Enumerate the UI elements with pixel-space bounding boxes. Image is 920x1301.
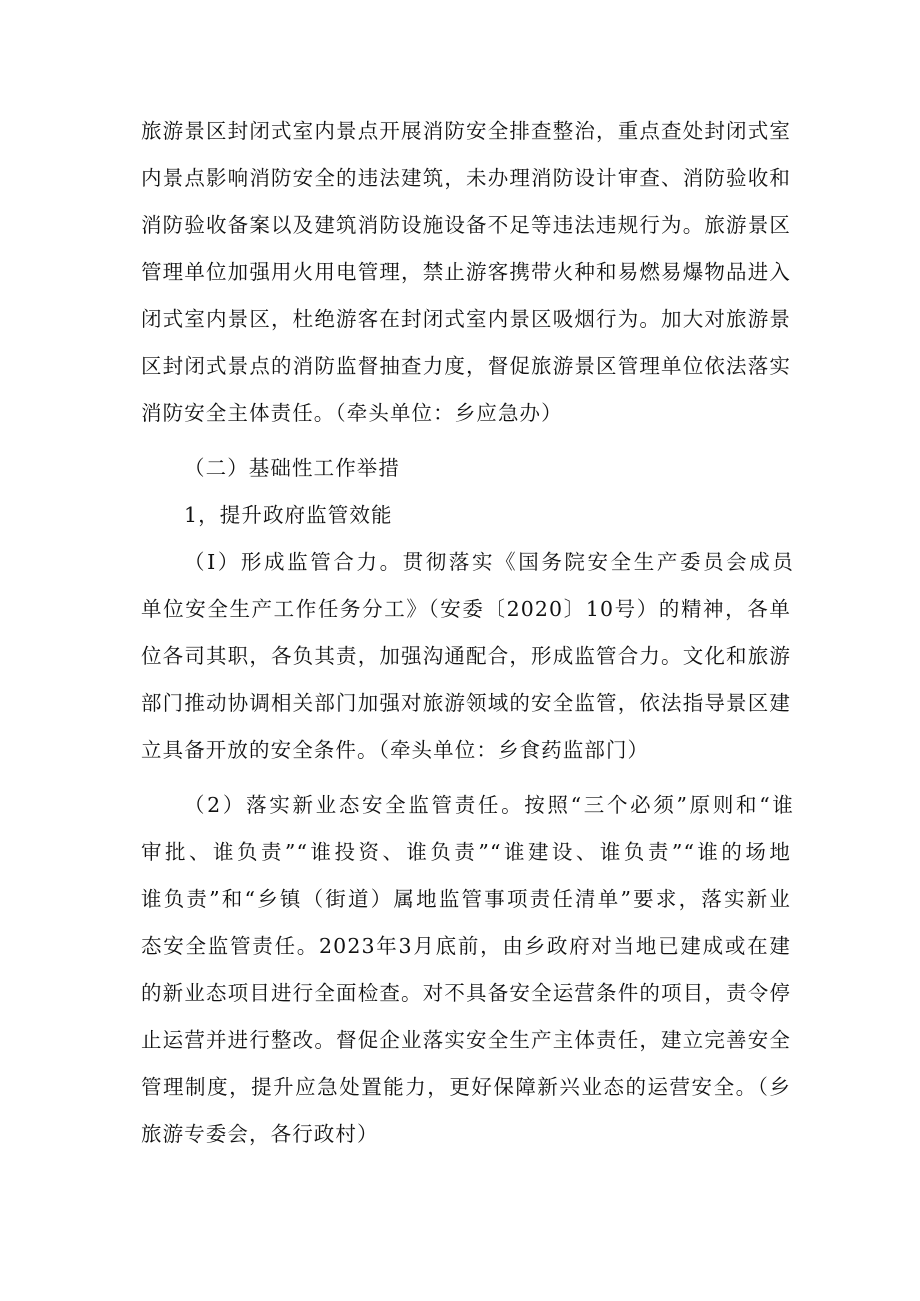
paragraph-line: 立具备开放的安全条件。（牵头单位：乡食药监部门）: [141, 738, 650, 762]
paragraph-line: 消防安全主体责任。（牵头单位：乡应急办）: [141, 401, 563, 425]
paragraph-line: 区封闭式景点的消防监督抽查力度，督促旅游景区管理单位依法落实: [141, 354, 791, 378]
paragraph-line: （I）形成监管合力。贯彻落实《国务院安全生产委员会成员: [184, 550, 794, 574]
paragraph-line: 止运营并进行整改。督促企业落实安全生产主体责任，建立完善安全: [141, 1028, 791, 1052]
paragraph-line: 审批、谁负责”“谁投资、谁负责”“谁建设、谁负责”“谁的场地: [141, 840, 791, 864]
subsection-heading: 1，提升政府监管效能: [184, 503, 393, 527]
paragraph-line: （2）落实新业态安全监管责任。按照“三个必须”原则和“谁: [184, 793, 794, 817]
paragraph-line: 闭式室内景区，杜绝游客在封闭式室内景区吸烟行为。加大对旅游景: [141, 307, 791, 331]
paragraph-line: 态安全监管责任。2023年3月底前，由乡政府对当地已建成或在建: [141, 934, 791, 958]
paragraph-line: 位各司其职，各负其责，加强沟通配合，形成监管合力。文化和旅游: [141, 644, 791, 668]
paragraph-line: 单位安全生产工作任务分工》（安委〔2020〕10号）的精神，各单: [141, 597, 791, 621]
paragraph-line: 旅游专委会，各行政村）: [141, 1122, 379, 1146]
paragraph-line: 管理制度，提升应急处置能力，更好保障新兴业态的运营安全。（乡: [141, 1075, 791, 1099]
paragraph-line: 消防验收备案以及建筑消防设施设备不足等违法违规行为。旅游景区: [141, 213, 791, 237]
section-heading: （二）基础性工作举措: [184, 456, 400, 480]
paragraph-line: 管理单位加强用火用电管理，禁止游客携带火种和易燃易爆物品进入: [141, 260, 791, 284]
paragraph-line: 内景点影响消防安全的违法建筑，未办理消防设计审查、消防验收和: [141, 166, 791, 190]
paragraph-line: 旅游景区封闭式室内景点开展消防安全排查整治，重点查处封闭式室: [141, 119, 791, 143]
paragraph-line: 谁负责”和“乡镇（街道）属地监管事项责任清单”要求，落实新业: [141, 887, 791, 911]
paragraph-line: 部门推动协调相关部门加强对旅游领域的安全监管，依法指导景区建: [141, 691, 791, 715]
paragraph-line: 的新业态项目进行全面检查。对不具备安全运营条件的项目，责令停: [141, 981, 791, 1005]
